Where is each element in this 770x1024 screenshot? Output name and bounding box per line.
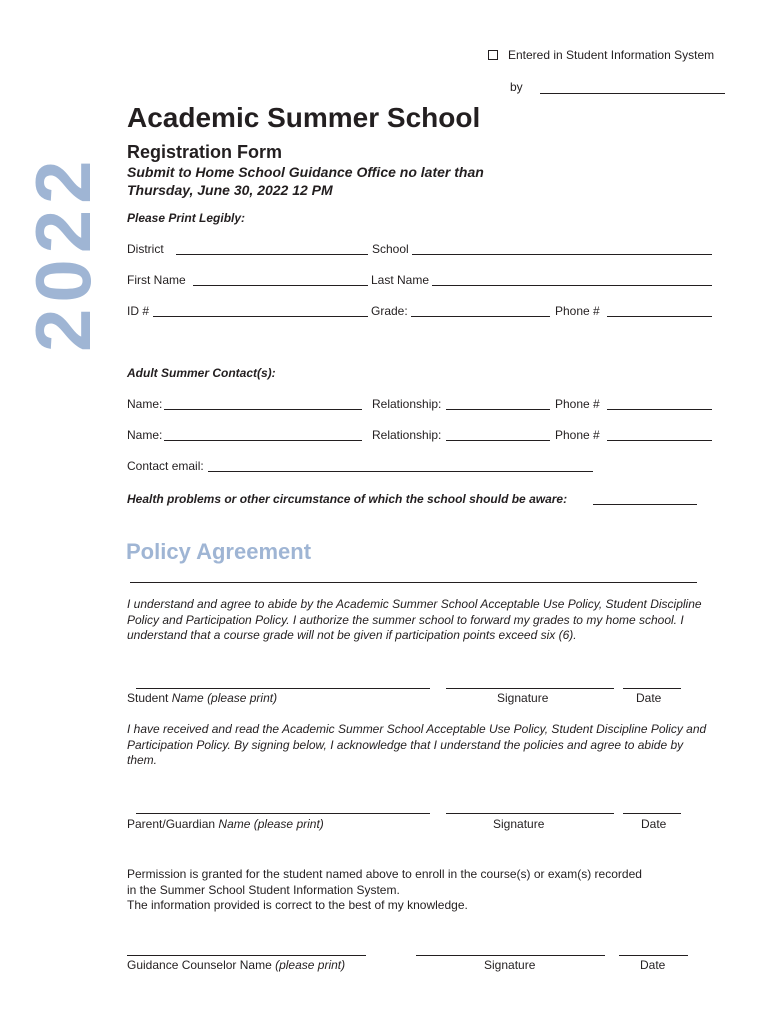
last-name-field[interactable]: [432, 285, 712, 286]
id-label: ID #: [127, 304, 150, 318]
school-field[interactable]: [412, 254, 712, 255]
grade-label: Grade:: [371, 304, 408, 318]
contact2-phone-label: Phone #: [555, 428, 600, 442]
contact2-name-label: Name:: [127, 428, 163, 442]
guardian-agreement-line1: I have received and read the Academic Summer School Acceptable Use Policy, Student Discipline Policy and: [127, 722, 707, 736]
guardian-date-caption: Date: [641, 817, 667, 831]
contact2-relationship-label: Relationship:: [372, 428, 442, 442]
guardian-agreement-line2: Participation Policy. By signing below, I acknowledge that I understand the policies and agree to abide by: [127, 737, 684, 752]
first-name-field[interactable]: [193, 285, 368, 286]
form-subtitle: Registration Form: [127, 142, 283, 162]
contact-email-label: Contact email:: [127, 459, 204, 473]
year-vertical: [19, 108, 107, 352]
student-agreement-line2: Policy and Participation Policy. I authorize the summer school to forward my grades to my home school. I: [127, 612, 684, 627]
contact2-name-field[interactable]: [164, 440, 362, 441]
student-agreement-line1: I understand and agree to abide by the Academic Summer School Acceptable Use Policy, Student Discipline: [127, 597, 702, 611]
contact-email-field[interactable]: [208, 471, 593, 472]
contact2-phone-field[interactable]: [607, 440, 712, 441]
contact1-name-label: Name:: [127, 397, 163, 411]
counselor-name-caption-label: Guidance Counselor Name: [127, 958, 272, 972]
district-label: District: [127, 242, 164, 256]
permission-line3: The information provided is correct to the best of my knowledge.: [127, 898, 468, 912]
entered-checkbox[interactable]: [488, 50, 498, 60]
phone-label: Phone #: [555, 304, 600, 318]
student-name-caption: [127, 691, 277, 705]
permission-line2: in the Summer School Student Information System.: [127, 882, 400, 897]
first-name-label: First Name: [127, 273, 186, 287]
contact1-relationship-field[interactable]: [446, 409, 550, 410]
submission-instruction-line2: Thursday, June 30, 2022 12 PM: [127, 182, 333, 198]
guardian-date-field[interactable]: [623, 813, 681, 814]
guardian-name-caption-italic: Name (please print): [218, 817, 324, 831]
contacts-heading: Adult Summer Contact(s):: [127, 366, 276, 380]
phone-field[interactable]: [607, 316, 712, 317]
health-label: Health problems or other circumstance of which the school should be aware:: [127, 492, 568, 506]
counselor-date-field[interactable]: [619, 955, 688, 956]
guardian-name-caption-label: Parent/Guardian: [127, 817, 216, 831]
submission-instruction-line1: Submit to Home School Guidance Office no later than: [127, 164, 484, 180]
student-date-field[interactable]: [623, 688, 681, 689]
policy-heading: Policy Agreement: [126, 539, 312, 564]
health-field[interactable]: [593, 504, 697, 505]
guardian-name-caption: [127, 817, 324, 831]
contact1-relationship-label: Relationship:: [372, 397, 442, 411]
counselor-name-caption-italic: (please print): [275, 958, 346, 972]
permission-line1: Permission is granted for the student named above to enroll in the course(s) or exam(s) recorded: [127, 867, 642, 881]
student-name-caption-italic: Name (please print): [171, 691, 278, 705]
guardian-signature-field[interactable]: [446, 813, 614, 814]
page-title: Academic Summer School: [127, 102, 481, 133]
contact1-phone-field[interactable]: [607, 409, 712, 410]
school-label: School: [372, 242, 409, 256]
student-agreement-line3: understand that a course grade will not be given if participation points exceed six (6).: [127, 628, 577, 642]
id-field[interactable]: [153, 316, 368, 317]
student-name-caption-label: Student: [127, 691, 169, 705]
counselor-signature-caption: Signature: [484, 958, 536, 972]
district-field[interactable]: [176, 254, 368, 255]
counselor-signature-field[interactable]: [416, 955, 605, 956]
print-note: Please Print Legibly:: [127, 211, 246, 225]
student-signature-caption: Signature: [497, 691, 549, 705]
counselor-name-field[interactable]: [127, 955, 366, 956]
student-signature-field[interactable]: [446, 688, 614, 689]
counselor-date-caption: Date: [640, 958, 666, 972]
last-name-label: Last Name: [371, 273, 430, 287]
by-field[interactable]: [540, 93, 725, 94]
policy-divider: [130, 582, 697, 583]
counselor-name-caption: [127, 958, 345, 972]
guardian-signature-caption: Signature: [493, 817, 545, 831]
contact1-phone-label: Phone #: [555, 397, 600, 411]
entered-label: Entered in Student Information System: [508, 48, 715, 62]
student-name-field[interactable]: [136, 688, 430, 689]
by-label: by: [510, 80, 523, 94]
guardian-agreement-line3: them.: [127, 753, 158, 767]
guardian-name-field[interactable]: [136, 813, 430, 814]
contact1-name-field[interactable]: [164, 409, 362, 410]
student-date-caption: Date: [636, 691, 662, 705]
year-text: 2022: [19, 154, 107, 352]
grade-field[interactable]: [411, 316, 550, 317]
contact2-relationship-field[interactable]: [446, 440, 550, 441]
